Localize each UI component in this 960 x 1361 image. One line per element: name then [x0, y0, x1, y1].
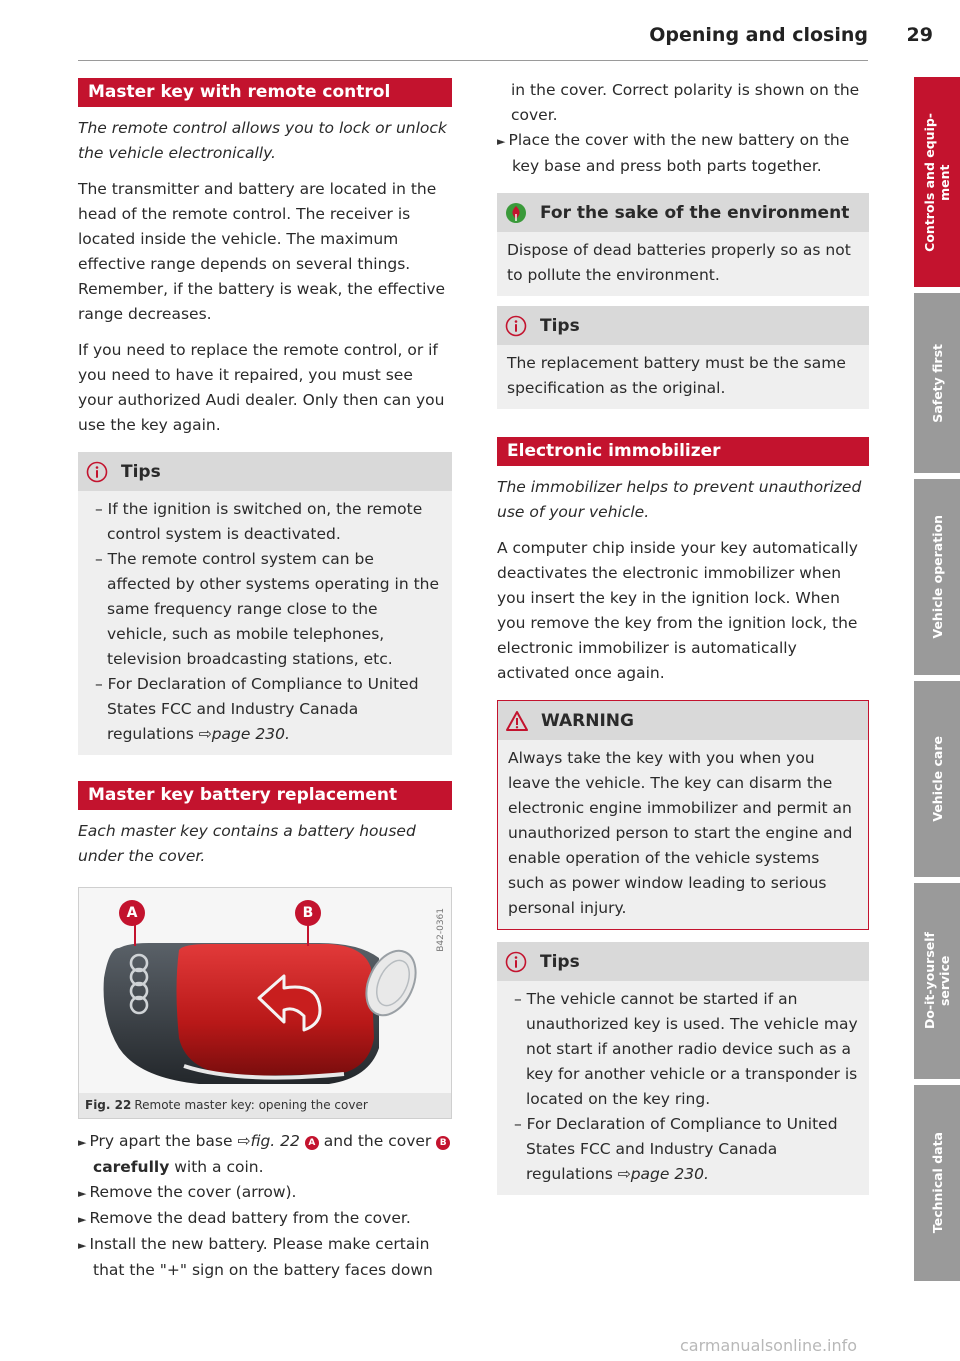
- tips-title: Tips: [540, 951, 580, 972]
- step-bullet-icon: ►: [497, 135, 506, 148]
- tips-item: – For Declaration of Compliance to United States FCC and Industry Canada regulations ⇨page 230.: [95, 675, 419, 743]
- page-reference-link[interactable]: ⇨page 230.: [617, 1165, 709, 1183]
- tips-header: [78, 452, 452, 491]
- callout-b-ref: B: [436, 1136, 450, 1150]
- tab-vehicle-care[interactable]: Vehicle care: [914, 681, 960, 877]
- left-column: [78, 78, 452, 1283]
- step-item: ► Place the cover with the new battery on the key base and press both parts together.: [497, 131, 850, 175]
- figure-reference-link[interactable]: ⇨fig. 22: [237, 1132, 300, 1150]
- warning-header: [498, 701, 868, 740]
- tips-box: [497, 942, 869, 1195]
- info-icon: [86, 461, 108, 483]
- section-title-remote-control: Master key with remote control: [78, 78, 452, 107]
- figure-caption: Fig. 22 Remote master key: opening the cover: [79, 1093, 451, 1118]
- running-title: Opening and closing: [649, 24, 868, 46]
- callout-a-ref: A: [305, 1136, 319, 1150]
- section-intro: The remote control allows you to lock or unlock the vehicle electronically.: [78, 119, 447, 162]
- tips-box: [497, 306, 869, 409]
- info-icon: [505, 315, 527, 337]
- right-column: [497, 78, 869, 1195]
- environment-text: Dispose of dead batteries properly so as not to pollute the environment.: [507, 241, 851, 284]
- callout-a: A: [119, 900, 145, 926]
- environment-box: [497, 193, 869, 296]
- tips-item: – The remote control system can be affected by other systems operating in the same frequency range close to the vehicle, such as mobile telephones, television broadcasting stations, etc.: [95, 550, 440, 668]
- step-bullet-icon: ►: [78, 1239, 87, 1252]
- step-bullet-icon: ►: [78, 1136, 87, 1149]
- warning-text: Always take the key with you when you leave the vehicle. The key can disarm the electronic engine immobilizer and permit an unauthorized person to start the engine and enable operation of the vehicle systems such as power window leading to serious personal injury.: [508, 749, 853, 917]
- tips-header: [497, 942, 869, 981]
- info-icon: [505, 951, 527, 973]
- tips-box: [78, 452, 452, 755]
- step-item: ► Remove the dead battery from the cover.: [78, 1209, 411, 1227]
- environment-icon: [505, 202, 527, 224]
- tips-title: Tips: [121, 461, 161, 482]
- figure-key-cover: [78, 887, 452, 1119]
- tips-header: [497, 306, 869, 345]
- tips-text: The replacement battery must be the same specification as the original.: [507, 354, 846, 397]
- page-number: 29: [906, 24, 933, 46]
- step-item: ► Remove the cover (arrow).: [78, 1183, 297, 1201]
- tips-item: – The vehicle cannot be started if an unauthorized key is used. The vehicle may not start if another radio device such as a key for another vehicle or a transponder is located on the key ring.: [514, 990, 858, 1108]
- tab-vehicle-operation[interactable]: Vehicle operation: [914, 479, 960, 675]
- environment-title: For the sake of the environment: [540, 202, 850, 223]
- section-title-battery-replacement: Master key battery replacement: [78, 781, 452, 810]
- warning-title: WARNING: [541, 710, 634, 731]
- tips-item: – For Declaration of Compliance to United States FCC and Industry Canada regulations ⇨page 230.: [514, 1115, 838, 1183]
- paragraph: The transmitter and battery are located in the head of the remote control. The receiver is located inside the vehicle. The maximum effective range depends on several things. Remember, if the battery is weak, the effective range decreases.: [78, 180, 446, 323]
- watermark: carmanualsonline.info: [680, 1336, 858, 1355]
- warning-triangle-icon: [506, 710, 528, 732]
- section-intro: Each master key contains a battery housed under the cover.: [78, 822, 416, 865]
- step-bullet-icon: ►: [78, 1187, 87, 1200]
- section-title-immobilizer: Electronic immobilizer: [497, 437, 869, 466]
- warning-box: [497, 700, 869, 930]
- figure-code: B42-0361: [436, 908, 446, 952]
- tab-controls-and-equipment[interactable]: Controls and equip- ment: [914, 77, 960, 287]
- steps-list: [78, 1129, 452, 1283]
- section-intro: The immobilizer helps to prevent unauthorized use of your vehicle.: [497, 478, 862, 521]
- callout-b: B: [295, 900, 321, 926]
- tips-item: – If the ignition is switched on, the remote control system is deactivated.: [95, 500, 423, 543]
- header-divider: [78, 60, 868, 61]
- paragraph: If you need to replace the remote control, or if you need to have it repaired, you must see your authorized Audi dealer. Only then can you use the key again.: [78, 341, 445, 434]
- paragraph: A computer chip inside your key automatically deactivates the electronic immobilizer when you insert the key in the ignition lock. When you remove the key from the ignition lock, the electronic immobilizer is automatically activated once again.: [497, 539, 858, 682]
- tab-do-it-yourself-service[interactable]: Do-it-yourself service: [914, 883, 960, 1079]
- step-item: ► Install the new battery. Please make certain that the "+" sign on the battery faces down: [78, 1235, 433, 1279]
- chapter-tabs: [914, 77, 960, 1287]
- step-bullet-icon: ►: [78, 1213, 87, 1226]
- paragraph-continued: in the cover. Correct polarity is shown on the cover.: [511, 81, 860, 124]
- page-reference-link[interactable]: ⇨page 230.: [198, 725, 290, 743]
- tab-technical-data[interactable]: Technical data: [914, 1085, 960, 1281]
- step-item: ► Pry apart the base ⇨fig. 22 A and the cover B carefully with a coin.: [78, 1129, 452, 1180]
- tab-safety-first[interactable]: Safety first: [914, 293, 960, 473]
- tips-title: Tips: [540, 315, 580, 336]
- steps-list: [497, 128, 869, 179]
- environment-header: [497, 193, 869, 232]
